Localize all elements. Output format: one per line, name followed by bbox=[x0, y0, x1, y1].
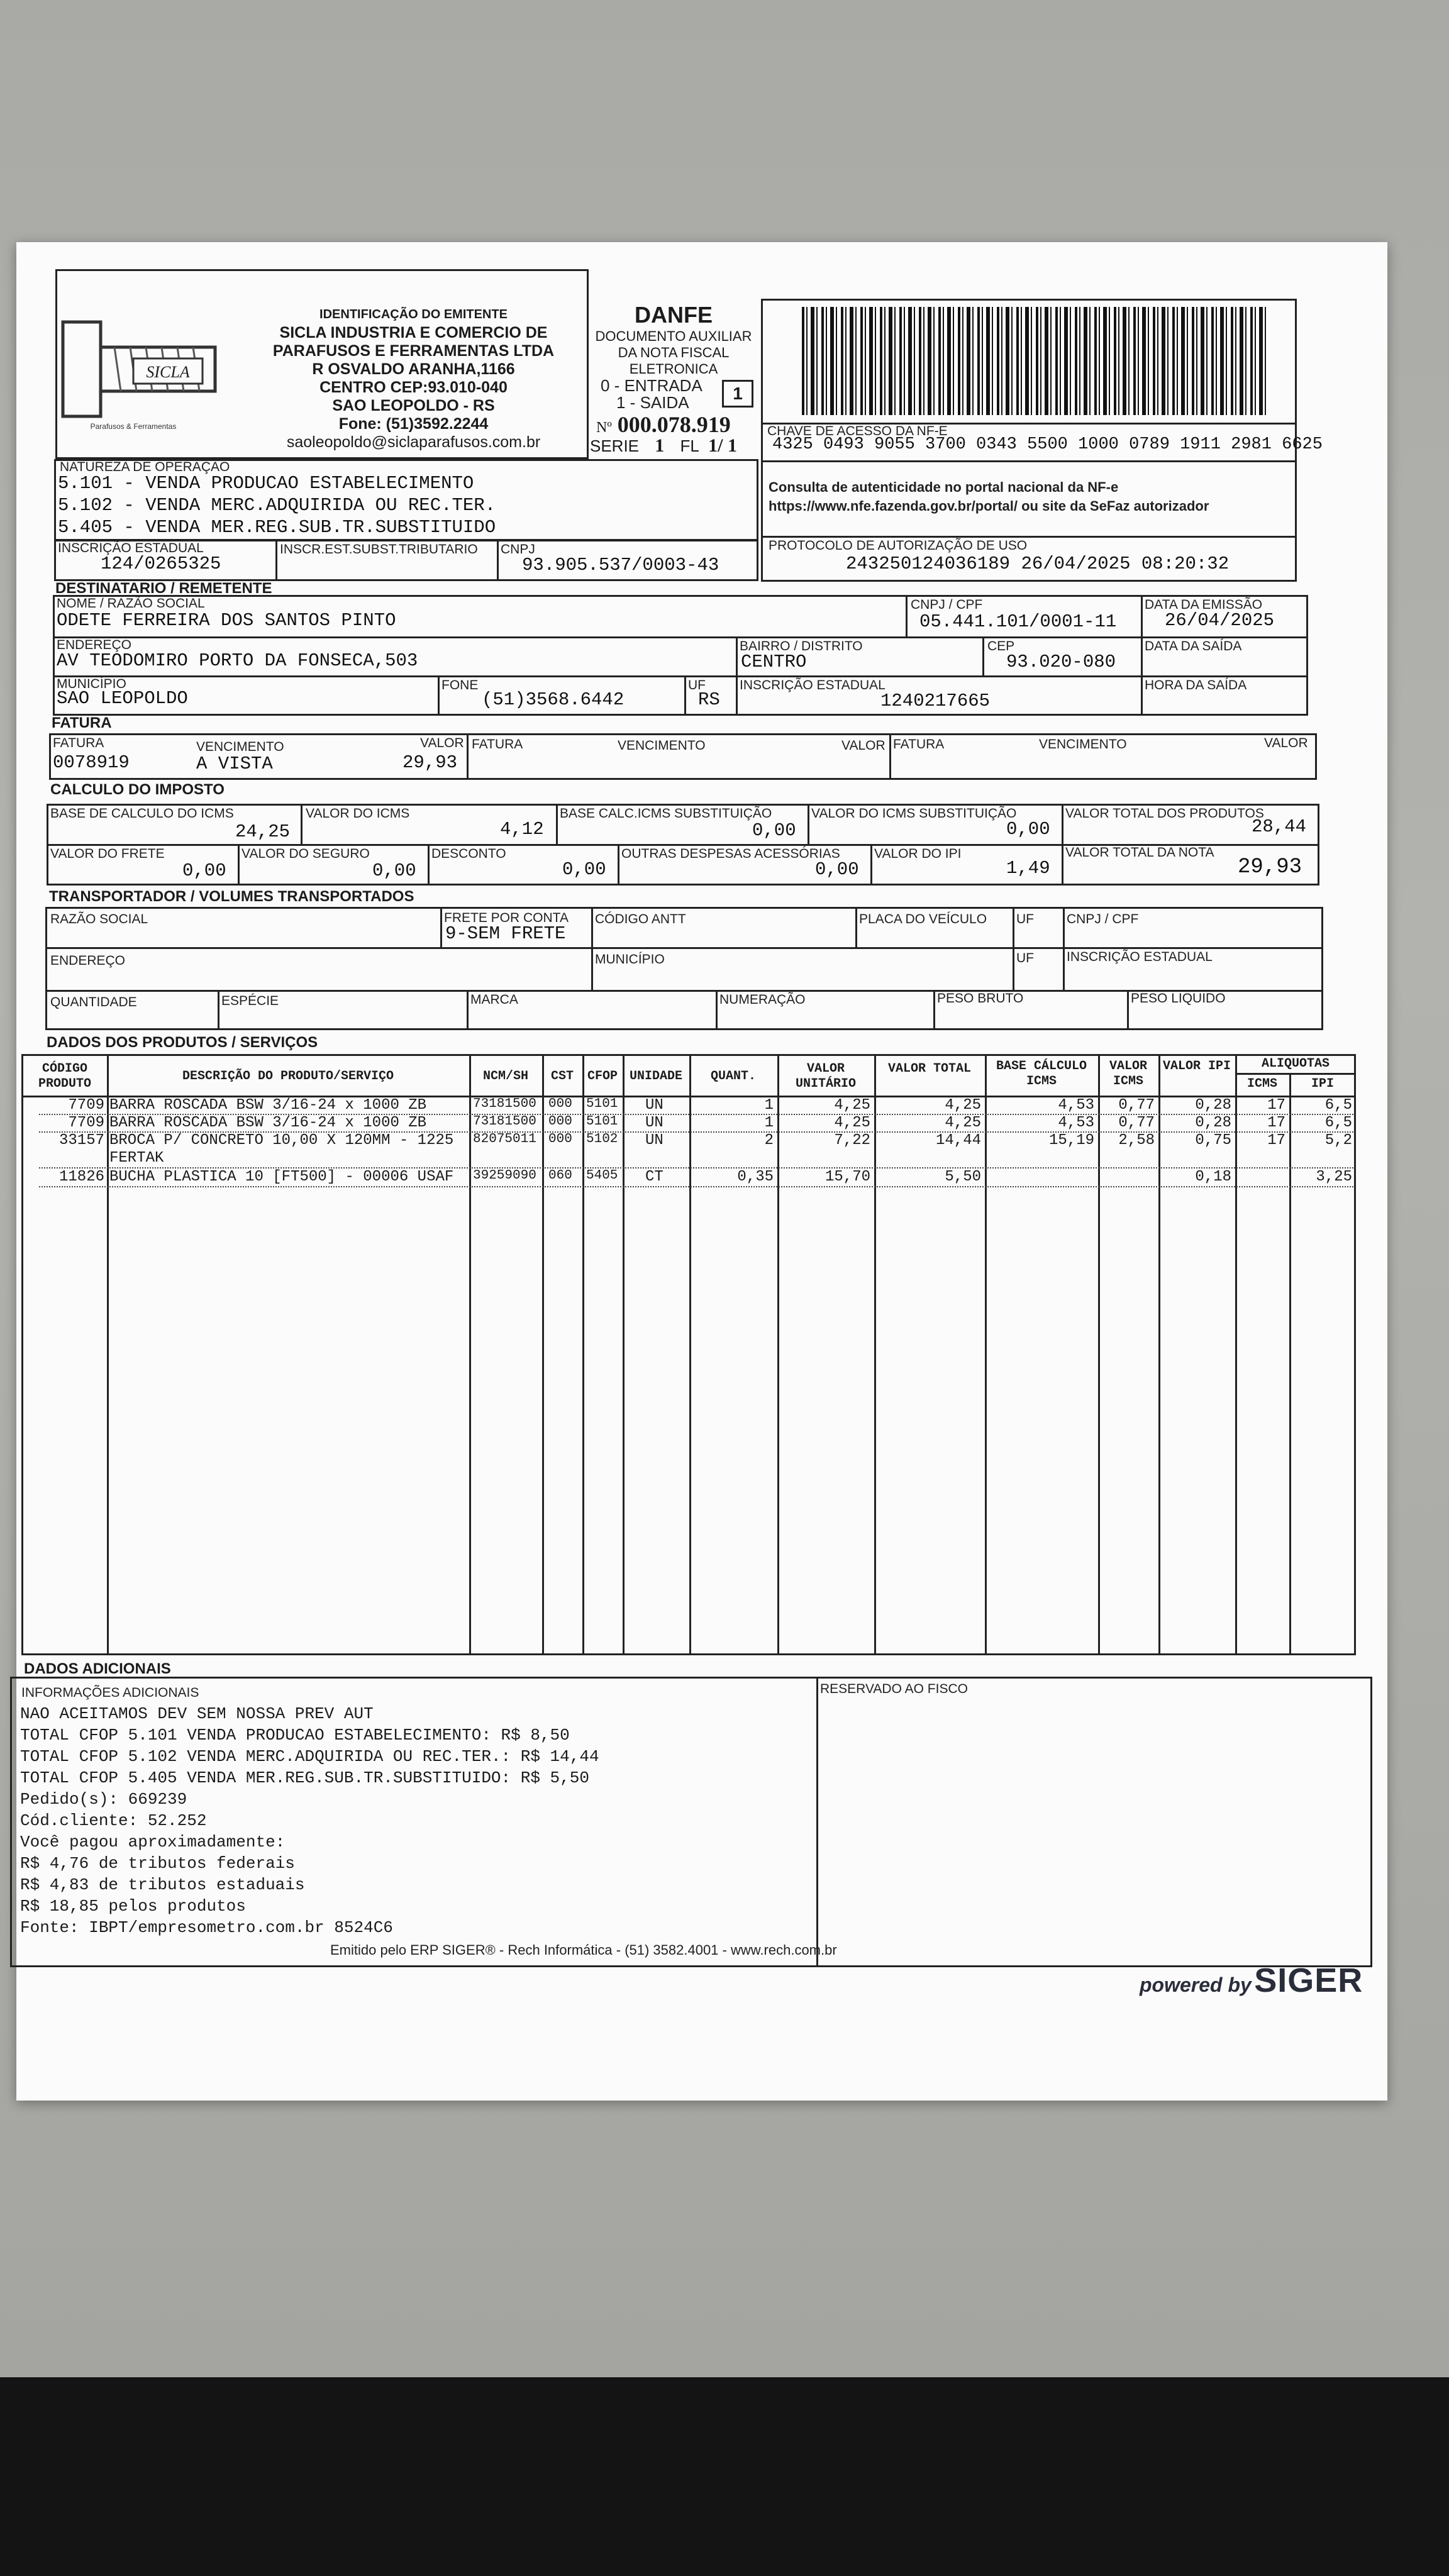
danfe-title: DANFE bbox=[635, 302, 713, 328]
col-aliq-icms: ICMS bbox=[1246, 1077, 1277, 1091]
protocolo-value: 243250124036189 26/04/2025 08:20:32 bbox=[846, 553, 1230, 574]
frete-value: 0,00 bbox=[182, 860, 226, 881]
danfe-folha-label: FL bbox=[680, 436, 699, 455]
row2-quant: 1 bbox=[764, 1114, 774, 1131]
row2-descricao: BARRA ROSCADA BSW 3/16-24 x 1000 ZB bbox=[109, 1114, 427, 1131]
protocolo-label: PROTOCOLO DE AUTORIZAÇÃO DE USO bbox=[769, 538, 1028, 553]
row2-vunit: 4,25 bbox=[834, 1114, 870, 1131]
dest-hora-label: HORA DA SAÍDA bbox=[1145, 678, 1247, 692]
dest-nome-label: NOME / RAZÃO SOCIAL bbox=[57, 596, 205, 611]
emitente-phone: Fone: (51)3592.2244 bbox=[338, 415, 489, 433]
fatura-vencimento: A VISTA bbox=[196, 753, 273, 774]
info-line: Você pagou aproximadamente: bbox=[20, 1833, 286, 1852]
base-st: 0,00 bbox=[752, 820, 796, 841]
dest-cep-label: CEP bbox=[987, 639, 1015, 653]
info-line: R$ 18,85 pelos produtos bbox=[20, 1897, 246, 1916]
seguro-label: VALOR DO SEGURO bbox=[242, 847, 370, 861]
background-dark-floor bbox=[0, 2377, 1449, 2576]
fatura-venc-label-1: VENCIMENTO bbox=[196, 740, 284, 754]
col-vicms: VALOR ICMS bbox=[1109, 1059, 1147, 1089]
valor-st-label: VALOR DO ICMS SUBSTITUIÇÃO bbox=[811, 806, 1017, 821]
row3-base: 15,19 bbox=[1048, 1132, 1094, 1149]
row3-codigo: 33157 bbox=[58, 1132, 104, 1149]
row1-ncm: 73181500 bbox=[473, 1097, 536, 1111]
row3-vicms: 2,58 bbox=[1118, 1132, 1155, 1149]
fatura-label-3: FATURA bbox=[893, 737, 945, 752]
transp-razao-label: RAZÃO SOCIAL bbox=[50, 912, 148, 926]
col-codigo: CÓDIGO PRODUTO bbox=[38, 1062, 91, 1091]
consulta-line-2: https://www.nfe.fazenda.gov.br/portal/ ou site da SeFaz autorizador bbox=[769, 498, 1209, 514]
row1-cst: 000 bbox=[548, 1097, 572, 1111]
dest-uf-label: UF bbox=[688, 678, 706, 692]
row3-cst: 000 bbox=[548, 1132, 572, 1146]
dest-emissao: 26/04/2025 bbox=[1165, 610, 1275, 631]
dest-bairro: CENTRO bbox=[741, 652, 807, 672]
danfe-saida: 1 - SAIDA bbox=[616, 393, 689, 412]
ipi-value: 1,49 bbox=[1006, 858, 1050, 879]
info-line: NAO ACEITAMOS DEV SEM NOSSA PREV AUT bbox=[20, 1704, 374, 1723]
row4-cst: 060 bbox=[548, 1169, 572, 1183]
info-line: R$ 4,83 de tributos estaduais bbox=[20, 1875, 305, 1894]
ipi-label: VALOR DO IPI bbox=[874, 847, 962, 861]
fatura-label-2: FATURA bbox=[472, 737, 523, 752]
row4-cfop: 5405 bbox=[586, 1169, 618, 1183]
fatura-valor-label-3: VALOR bbox=[1264, 736, 1308, 750]
emitente-email: saoleopoldo@siclaparafusos.com.br bbox=[286, 433, 541, 451]
ie-value: 124/0265325 bbox=[101, 553, 221, 574]
logo-subtitle: Parafusos & Ferramentas bbox=[90, 422, 177, 431]
fatura-venc-label-2: VENCIMENTO bbox=[618, 738, 706, 753]
transp-placa-label: PLACA DO VEÍCULO bbox=[859, 912, 987, 926]
row2-cfop: 5101 bbox=[586, 1114, 618, 1129]
emitente-address: R OSVALDO ARANHA,1166 bbox=[312, 360, 515, 378]
fatura-numero: 0078919 bbox=[53, 752, 130, 773]
danfe-serie: 1 bbox=[655, 435, 665, 456]
dest-fone-label: FONE bbox=[441, 678, 479, 692]
valor-st: 0,00 bbox=[1006, 819, 1050, 840]
emitente-name-1: SICLA INDUSTRIA E COMERCIO DE bbox=[279, 324, 548, 341]
iest-label: INSCR.EST.SUBST.TRIBUTARIO bbox=[280, 542, 478, 557]
row4-aipi: 3,25 bbox=[1316, 1169, 1352, 1185]
natureza-label: NATUREZA DE OPERAÇÃO bbox=[60, 460, 230, 474]
col-vtotal: VALOR TOTAL bbox=[887, 1062, 972, 1076]
row4-vunit: 15,70 bbox=[824, 1169, 870, 1185]
col-descricao: DESCRIÇÃO DO PRODUTO/SERVIÇO bbox=[182, 1069, 394, 1084]
total-nota: 29,93 bbox=[1238, 855, 1302, 879]
desconto-value: 0,00 bbox=[562, 859, 606, 880]
info-line: Fonte: IBPT/empresometro.com.br 8524C6 bbox=[20, 1918, 393, 1937]
transporte-section: TRANSPORTADOR / VOLUMES TRANSPORTADOS bbox=[49, 888, 414, 905]
danfe-sub-2: DA NOTA FISCAL bbox=[618, 345, 730, 360]
cnpj-emitente-label: CNPJ bbox=[501, 542, 535, 557]
natureza-line-2: 5.102 - VENDA MERC.ADQUIRIDA OU REC.TER. bbox=[58, 495, 496, 516]
row3-aipi: 5,2 bbox=[1324, 1132, 1352, 1149]
col-aliquotas: ALIQUOTAS bbox=[1261, 1057, 1330, 1071]
dest-ie: 1240217665 bbox=[880, 691, 991, 711]
transp-cnpj-label: CNPJ / CPF bbox=[1067, 912, 1139, 926]
fatura-section: FATURA bbox=[52, 714, 112, 731]
col-cfop: CFOP bbox=[587, 1069, 618, 1084]
danfe-sub-1: DOCUMENTO AUXILIAR bbox=[595, 328, 752, 344]
produtos-section: DADOS DOS PRODUTOS / SERVIÇOS bbox=[47, 1034, 318, 1051]
info-line: TOTAL CFOP 5.101 VENDA PRODUCAO ESTABELECIMENTO: R$ 8,50 bbox=[20, 1726, 570, 1745]
dest-cep: 93.020-080 bbox=[1006, 652, 1116, 672]
transp-marca-label: MARCA bbox=[470, 992, 518, 1007]
row1-codigo: 7709 bbox=[68, 1097, 104, 1114]
ie-label: INSCRIÇÃO ESTADUAL bbox=[58, 541, 204, 555]
info-line: TOTAL CFOP 5.102 VENDA MERC.ADQUIRIDA OU REC.TER.: R$ 14,44 bbox=[20, 1747, 599, 1766]
dest-bairro-label: BAIRRO / DISTRITO bbox=[740, 639, 863, 653]
row3-ncm: 82075011 bbox=[473, 1132, 536, 1146]
cnpj-emitente-value: 93.905.537/0003-43 bbox=[522, 555, 719, 575]
row3-quant: 2 bbox=[764, 1132, 774, 1149]
transp-liquido-label: PESO LIQUIDO bbox=[1131, 991, 1226, 1006]
row3-cfop: 5102 bbox=[586, 1132, 618, 1146]
row2-vicms: 0,77 bbox=[1118, 1114, 1155, 1131]
danfe-sub-3: ELETRONICA bbox=[629, 361, 718, 377]
row1-base: 4,53 bbox=[1058, 1097, 1094, 1114]
base-icms-label: BASE DE CALCULO DO ICMS bbox=[50, 806, 234, 821]
row2-ncm: 73181500 bbox=[473, 1114, 536, 1129]
row2-un: UN bbox=[645, 1114, 663, 1131]
natureza-line-3: 5.405 - VENDA MER.REG.SUB.TR.SUBSTITUIDO bbox=[58, 517, 496, 538]
base-st-label: BASE CALC.ICMS SUBSTITUIÇÃO bbox=[560, 806, 772, 821]
row2-aicms: 17 bbox=[1267, 1114, 1285, 1131]
row2-vtotal: 4,25 bbox=[945, 1114, 981, 1131]
valor-icms-label: VALOR DO ICMS bbox=[306, 806, 410, 821]
transp-frete: 9-SEM FRETE bbox=[445, 923, 566, 944]
transp-municipio-label: MUNICÍPIO bbox=[595, 952, 665, 967]
info-line: R$ 4,76 de tributos federais bbox=[20, 1854, 295, 1873]
powered-by-text: powered by bbox=[1140, 1974, 1252, 1996]
col-ncm: NCM/SH bbox=[482, 1069, 528, 1084]
dest-cnpj-label: CNPJ / CPF bbox=[911, 597, 983, 612]
danfe-numero-label: Nº bbox=[596, 419, 612, 436]
total-prod: 28,44 bbox=[1252, 816, 1307, 837]
company-logo bbox=[58, 303, 223, 436]
fatura-label-1: FATURA bbox=[53, 736, 104, 750]
dest-fone: (51)3568.6442 bbox=[482, 689, 625, 710]
emitente-header: IDENTIFICAÇÃO DO EMITENTE bbox=[319, 308, 508, 321]
dest-municipio: SAO LEOPOLDO bbox=[57, 688, 188, 709]
siger-logo-text: SIGER bbox=[1254, 1962, 1363, 1999]
row4-vtotal: 5,50 bbox=[945, 1169, 981, 1185]
row1-quant: 1 bbox=[764, 1097, 774, 1114]
transp-especie-label: ESPÉCIE bbox=[221, 994, 279, 1008]
consulta-line-1: Consulta de autenticidade no portal nacional da NF-e bbox=[769, 479, 1119, 495]
dest-municipio-label: MUNICÍPIO bbox=[57, 677, 126, 691]
row1-aipi: 6,5 bbox=[1324, 1097, 1352, 1114]
destinatario-section: DESTINATARIO / REMETENTE bbox=[55, 580, 272, 597]
dest-ie-label: INSCRIÇÃO ESTADUAL bbox=[740, 678, 886, 692]
emitente-city: SAO LEOPOLDO - RS bbox=[332, 397, 495, 414]
row2-base: 4,53 bbox=[1058, 1114, 1094, 1131]
transp-qtd-label: QUANTIDADE bbox=[50, 995, 137, 1009]
col-vunit: VALOR UNITÁRIO bbox=[795, 1062, 856, 1091]
row1-vicms: 0,77 bbox=[1118, 1097, 1155, 1114]
col-vipi: VALOR IPI bbox=[1162, 1059, 1231, 1074]
dest-emissao-label: DATA DA EMISSÃO bbox=[1145, 597, 1263, 612]
dest-endereco: AV TEODOMIRO PORTO DA FONSECA,503 bbox=[57, 650, 418, 671]
col-base: BASE CÁLCULO ICMS bbox=[996, 1059, 1087, 1089]
transp-ie-label: INSCRIÇÃO ESTADUAL bbox=[1067, 950, 1213, 964]
col-cst: CST bbox=[550, 1069, 574, 1084]
chave-value: 4325 0493 9055 3700 0343 5500 1000 0789 1911 2981 6625 bbox=[772, 435, 1323, 454]
imposto-section: CALCULO DO IMPOSTO bbox=[50, 781, 225, 798]
danfe-serie-label: SERIE bbox=[590, 436, 640, 455]
row3-descricao: BROCA P/ CONCRETO 10,00 X 120MM - 1225 bbox=[109, 1132, 454, 1149]
transp-antt-label: CÓDIGO ANTT bbox=[595, 912, 686, 926]
col-unidade: UNIDADE bbox=[629, 1069, 682, 1084]
info-line: Cód.cliente: 52.252 bbox=[20, 1811, 207, 1830]
danfe-entrada: 0 - ENTRADA bbox=[601, 376, 702, 395]
base-icms: 24,25 bbox=[235, 821, 291, 842]
col-aliq-ipi: IPI bbox=[1311, 1077, 1334, 1091]
transp-bruto-label: PESO BRUTO bbox=[937, 991, 1024, 1006]
row3-vunit: 7,22 bbox=[834, 1132, 870, 1149]
natureza-line-1: 5.101 - VENDA PRODUCAO ESTABELECIMENTO bbox=[58, 473, 474, 494]
row1-vtotal: 4,25 bbox=[945, 1097, 981, 1114]
total-prod-label: VALOR TOTAL DOS PRODUTOS bbox=[1065, 806, 1264, 821]
transp-uf-label: UF bbox=[1016, 912, 1034, 926]
row3-vtotal: 14,44 bbox=[935, 1132, 981, 1149]
row2-aipi: 6,5 bbox=[1324, 1114, 1352, 1131]
danfe-title-block bbox=[589, 302, 758, 377]
fatura-venc-label-3: VENCIMENTO bbox=[1039, 737, 1127, 752]
row3-descricao-2: FERTAK bbox=[109, 1150, 164, 1167]
access-key-barcode bbox=[802, 307, 1267, 415]
desconto-label: DESCONTO bbox=[431, 847, 506, 861]
outras-value: 0,00 bbox=[815, 859, 859, 880]
info-line: TOTAL CFOP 5.405 VENDA MER.REG.SUB.TR.SUBSTITUIDO: R$ 5,50 bbox=[20, 1768, 589, 1787]
dest-cnpj: 05.441.101/0001-11 bbox=[919, 611, 1117, 632]
total-nota-label: VALOR TOTAL DA NOTA bbox=[1065, 845, 1214, 860]
info-line: Pedido(s): 669239 bbox=[20, 1790, 187, 1809]
row4-descricao: BUCHA PLASTICA 10 [FT500] - 00006 USAF bbox=[109, 1169, 454, 1185]
row1-aicms: 17 bbox=[1267, 1097, 1285, 1114]
emitido-footer: Emitido pelo ERP SIGER® - Rech Informática - (51) 3582.4001 - www.rech.com.br bbox=[330, 1942, 837, 1958]
row3-un: UN bbox=[645, 1132, 663, 1149]
row3-aicms: 17 bbox=[1267, 1132, 1285, 1149]
fatura-valor: 29,93 bbox=[402, 752, 458, 773]
emitente-cep: CENTRO CEP:93.010-040 bbox=[319, 379, 508, 396]
dest-saida-label: DATA DA SAÍDA bbox=[1145, 639, 1242, 653]
transp-frete-label: FRETE POR CONTA bbox=[444, 911, 569, 925]
info-lines bbox=[20, 1703, 599, 1938]
row2-cst: 000 bbox=[548, 1114, 572, 1129]
row2-vipi: 0,28 bbox=[1195, 1114, 1231, 1131]
fatura-valor-label-1: VALOR bbox=[420, 736, 464, 750]
row1-cfop: 5101 bbox=[586, 1097, 618, 1111]
dest-endereco-label: ENDEREÇO bbox=[57, 638, 132, 652]
logo-text: SICLA bbox=[146, 363, 190, 381]
valor-icms: 4,12 bbox=[500, 819, 544, 840]
row3-vipi: 0,75 bbox=[1195, 1132, 1231, 1149]
adicionais-section: DADOS ADICIONAIS bbox=[24, 1660, 171, 1677]
danfe-numero: 000.078.919 bbox=[617, 412, 731, 437]
row1-vipi: 0,28 bbox=[1195, 1097, 1231, 1114]
row1-vunit: 4,25 bbox=[834, 1097, 870, 1114]
danfe-tipo-box: 1 bbox=[722, 380, 753, 408]
danfe-folha: 1/ 1 bbox=[708, 435, 737, 456]
frete-label: VALOR DO FRETE bbox=[50, 847, 165, 861]
dest-uf: RS bbox=[698, 689, 720, 710]
row4-codigo: 11826 bbox=[58, 1169, 104, 1185]
emitente-name-2: PARAFUSOS E FERRAMENTAS LTDA bbox=[272, 342, 555, 360]
fisco-label: RESERVADO AO FISCO bbox=[820, 1682, 968, 1696]
fatura-valor-label-2: VALOR bbox=[841, 738, 886, 753]
row4-quant: 0,35 bbox=[737, 1169, 774, 1185]
dest-nome: ODETE FERREIRA DOS SANTOS PINTO bbox=[57, 610, 396, 631]
row4-un: CT bbox=[645, 1169, 663, 1185]
outras-label: OUTRAS DESPESAS ACESSÓRIAS bbox=[621, 847, 840, 861]
transp-numeracao-label: NUMERAÇÃO bbox=[719, 992, 806, 1007]
row2-codigo: 7709 bbox=[68, 1114, 104, 1131]
row4-vipi: 0,18 bbox=[1195, 1169, 1231, 1185]
transp-endereco-label: ENDEREÇO bbox=[50, 953, 126, 968]
info-label: INFORMAÇÕES ADICIONAIS bbox=[21, 1685, 199, 1700]
chave-label: CHAVE DE ACESSO DA NF-E bbox=[767, 424, 948, 438]
col-quant: QUANT. bbox=[710, 1069, 756, 1084]
row1-descricao: BARRA ROSCADA BSW 3/16-24 x 1000 ZB bbox=[109, 1097, 427, 1114]
row1-un: UN bbox=[645, 1097, 663, 1114]
emitente-info bbox=[239, 306, 588, 452]
row4-ncm: 39259090 bbox=[473, 1169, 536, 1183]
seguro-value: 0,00 bbox=[372, 860, 416, 881]
transp-uf2-label: UF bbox=[1016, 951, 1034, 965]
siger-brand bbox=[1140, 1961, 1363, 2000]
